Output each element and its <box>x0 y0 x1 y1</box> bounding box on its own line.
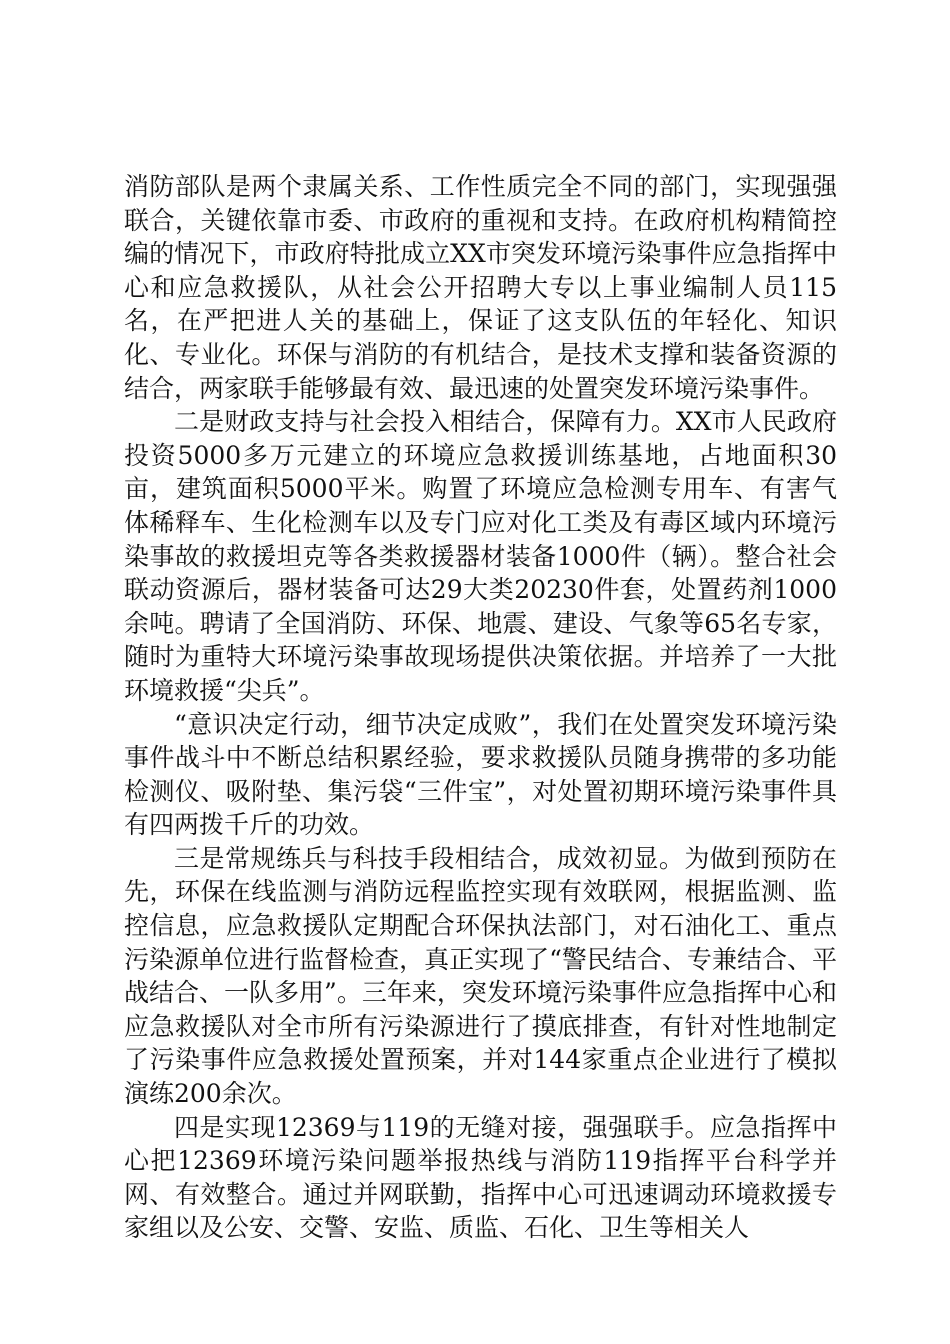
document-body <box>124 170 837 1245</box>
paragraph-4: 三是常规练兵与科技手段相结合，成效初显。为做到预防在先，环保在线监测与消防远程监控实现有效联网，根据监测、监控信息，应急救援队定期配合环保执法部门，对石油化工、重点污染源单位进行监督检查，真正实现了“警民结合、专兼结合、平战结合、一队多用”。三年来，突发环境污染事件应急指挥中心和应急救援队对全市所有污染源进行了摸底排查，有针对性地制定了污染事件应急救援处置预案，并对144家重点企业进行了模拟演练200余次。 <box>124 843 837 1109</box>
paragraph-3: “意识决定行动，细节决定成败”，我们在处置突发环境污染事件战斗中不断总结积累经验，要求救援队员随身携带的多功能检测仪、吸附垫、集污袋“三件宝”，对处置初期环境污染事件具有四两拨千斤的功效。 <box>124 709 837 840</box>
paragraph-1: 消防部队是两个隶属关系、工作性质完全不同的部门，实现强强联合，关键依靠市委、市政府的重视和支持。在政府机构精简控编的情况下，市政府特批成立XX市突发环境污染事件应急指挥中心和应急救援队，从社会公开招聘大专以上事业编制人员115名，在严把进人关的基础上，保证了这支队伍的年轻化、知识化、专业化。环保与消防的有机结合，是技术支撑和装备资源的结合，两家联手能够最有效、最迅速的处置突发环境污染事件。 <box>124 172 837 403</box>
paragraph-5: 四是实现12369与119的无缝对接，强强联手。应急指挥中心把12369环境污染问题举报热线与消防119指挥平台科学并网、有效整合。通过并网联勤，指挥中心可迅速调动环境救援专家组以及公安、交警、安监、质监、石化、卫生等相关人 <box>124 1112 837 1243</box>
paragraph-2: 二是财政支持与社会投入相结合，保障有力。XX市人民政府投资5000多万元建立的环境应急救援训练基地，占地面积30亩，建筑面积5000平米。购置了环境应急检测专用车、有害气体稀释车、生化检测车以及专门应对化工类及有毒区域内环境污染事故的救援坦克等各类救援器材装备1000件（辆）。整合社会联动资源后，器材装备可达29大类20230件套，处置药剂1000余吨。聘请了全国消防、环保、地震、建设、气象等65名专家，随时为重特大环境污染事故现场提供决策依据。并培养了一大批环境救援“尖兵”。 <box>124 407 837 705</box>
